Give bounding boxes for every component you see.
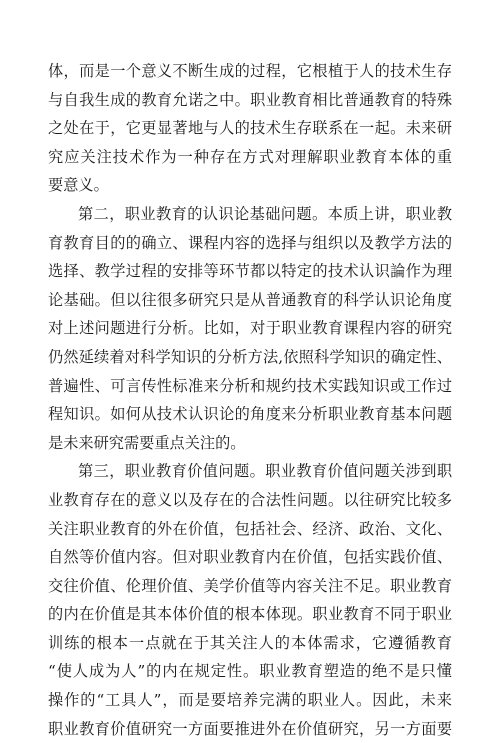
paragraph [48,57,452,200]
text-line: 之处在于，它更显著地与人的技术生存联系在一起。未来研 [48,119,452,138]
text-line: 第三，职业教育价值问题。职业教育价值问题关涉到职 [78,462,452,481]
text-line: 对上述问题进行分析。比如，对于职业教育课程内容的研究 [48,319,452,338]
paragraph [48,457,452,743]
text-line: 育教育目的的确立、课程内容的选择与组织以及教学方法的 [48,233,452,252]
text-line: 操作的“工具人”，而是要培养完满的职业人。因此，未来 [48,691,452,710]
paragraph [48,200,452,457]
text-line: 的内在价值是其本体价值的根本体现。职业教育不同于职业 [48,605,452,624]
text-line: 与自我生成的教育允诺之中。职业教育相比普通教育的特殊 [48,90,452,109]
text-line: 要意义。 [48,176,109,195]
text-line: 职业教育价值研究一方面要推进外在价值研究，另一方面要 [48,719,452,738]
text-line: 交往价值、伦理价值、美学价值等内容关注不足。职业教育 [48,576,452,595]
text-line: 关注职业教育的外在价值，包括社会、经济、政治、文化、 [48,519,452,538]
text-line: 业教育存在的意义以及存在的合法性问题。以往研究比较多 [48,490,452,509]
text-line: 究应关注技术作为一种存在方式对理解职业教育本体的重 [48,147,452,166]
text-line: 自然等价值内容。但对职业教育内在价值，包括实践价值、 [48,548,452,567]
text-line: “使人成为人”的内在规定性。职业教育塑造的绝不是只懂 [48,662,452,681]
text-line: 训练的根本一点就在于其关注人的本体需求，它遵循教育 [48,633,452,652]
text-line: 程知识。如何从技术认识论的角度来分析职业教育基本问题 [48,405,452,424]
text-line: 论基础。但以往很多研究只是从普通教育的科学认识论角度 [48,290,452,309]
text-line: 第二，职业教育的认识论基础问题。本质上讲，职业教 [78,204,452,223]
text-line: 选择、教学过程的安排等环节都以特定的技术认识論作为理 [48,262,452,281]
text-line: 普遍性、可言传性标准来分析和规约技术实践知识或工作过 [48,376,452,395]
text-line: 是未来研究需要重点关注的。 [48,433,246,452]
body-text [48,57,452,743]
text-line: 仍然延续着对科学知识的分析方法,依照科学知识的确定性、 [48,347,452,366]
text-line: 体，而是一个意义不断生成的过程，它根植于人的技术生存 [48,62,452,80]
